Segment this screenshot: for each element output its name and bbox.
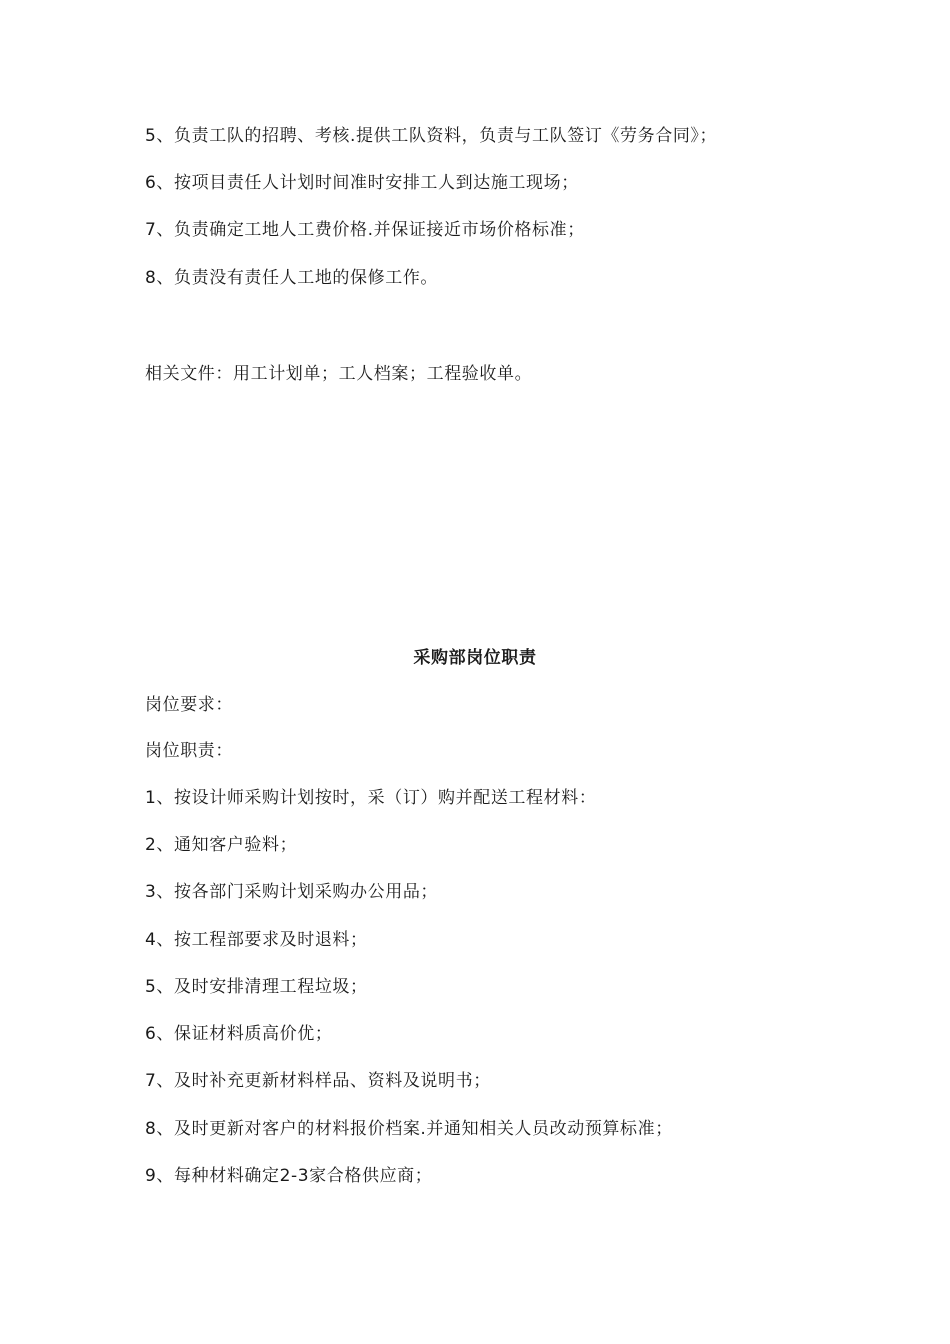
purchase-duty-8: 8、及时更新对客户的材料报价档案.并通知相关人员改动预算标准； (145, 1119, 673, 1139)
duty-item-6: 6、按项目责任人计划时间准时安排工人到达施工现场； (145, 173, 579, 193)
section-title: 采购部岗位职责 (413, 648, 537, 668)
duty-item-7: 7、负责确定工地人工费价格.并保证接近市场价格标准； (145, 220, 585, 240)
purchase-duty-3: 3、按各部门采购计划采购办公用品； (145, 882, 439, 902)
purchase-duty-4: 4、按工程部要求及时退料； (145, 930, 368, 950)
purchase-duty-7: 7、及时补充更新材料样品、资料及说明书； (145, 1071, 491, 1091)
duty-item-5: 5、负责工队的招聘、考核.提供工队资料，负责与工队签订《劳务合同》； (145, 126, 718, 146)
duties-label: 岗位职责： (145, 741, 233, 761)
purchase-duty-9: 9、每种材料确定2-3家合格供应商； (145, 1166, 433, 1186)
purchase-duty-5: 5、及时安排清理工程垃圾； (145, 977, 368, 997)
purchase-duty-2: 2、通知客户验料； (145, 835, 298, 855)
purchase-duty-6: 6、保证材料质高价优； (145, 1024, 333, 1044)
duty-item-8: 8、负责没有责任人工地的保修工作。 (145, 268, 439, 288)
purchase-duty-1: 1、按设计师采购计划按时，采（订）购并配送工程材料： (145, 788, 597, 808)
requirements-label: 岗位要求： (145, 695, 233, 715)
related-files: 相关文件：用工计划单；工人档案；工程验收单。 (145, 364, 533, 384)
